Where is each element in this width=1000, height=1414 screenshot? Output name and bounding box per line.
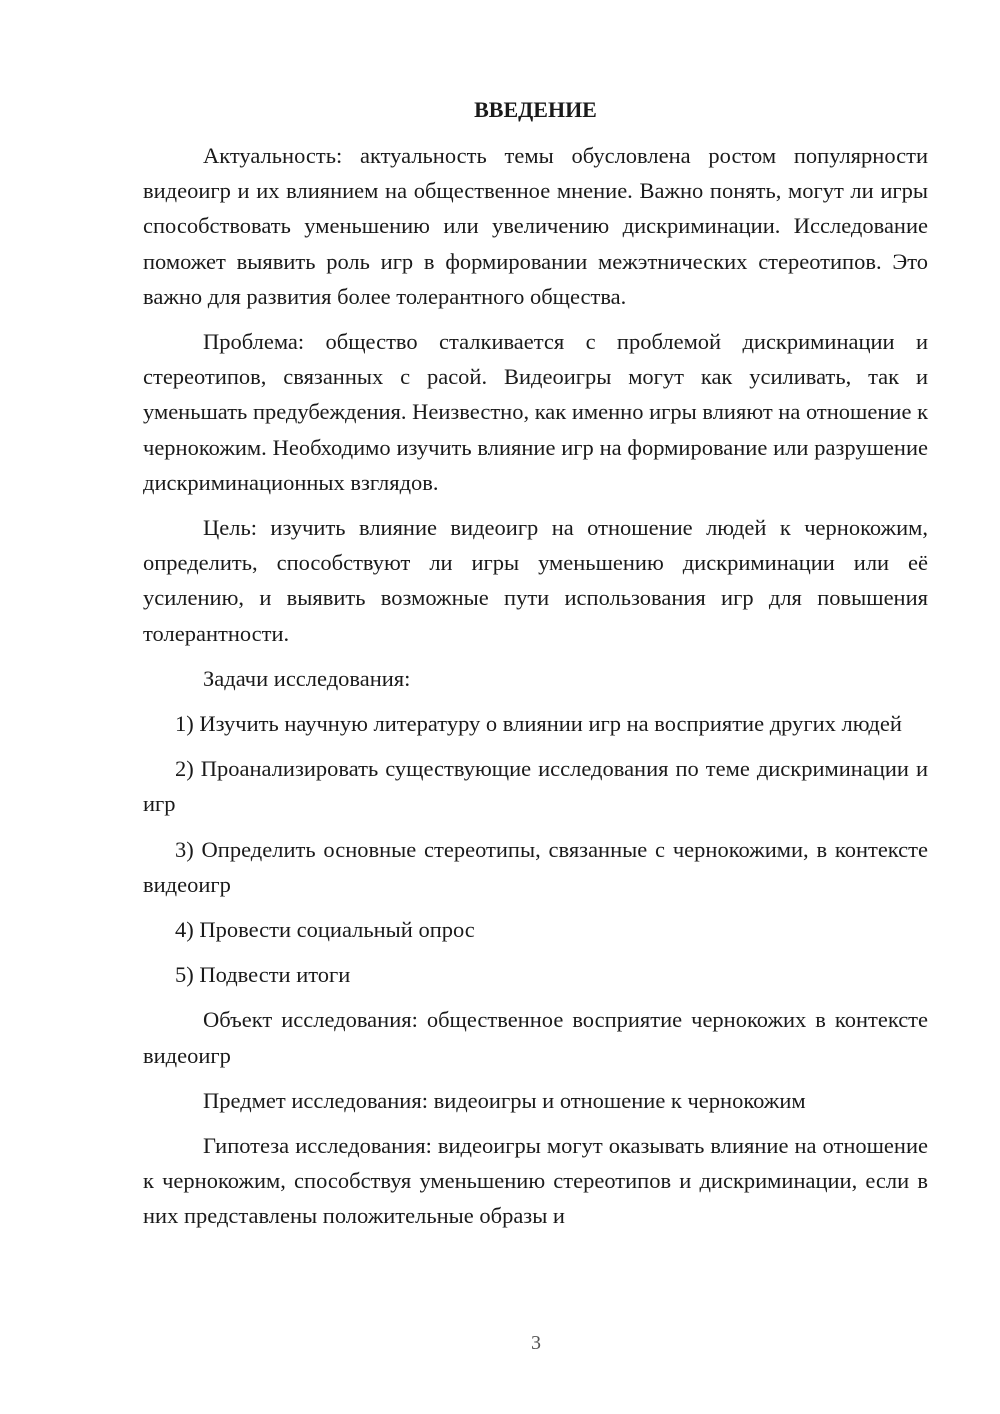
list-item: 4) Провести социальный опрос — [175, 917, 475, 943]
page-title: ВВЕДЕНИЕ — [474, 97, 597, 122]
object-paragraph: Объект исследования: общественное восприятие чернокожих в контексте видеоигр — [143, 1007, 928, 1068]
hypothesis-paragraph: Гипотеза исследования: видеоигры могут оказывать влияние на отношение к чернокожим, способствуя уменьшению стереотипов и дискриминации, если в них представлены положительные образы и — [143, 1133, 928, 1229]
problem-paragraph: Проблема: общество сталкивается с проблемой дискриминации и стереотипов, связанных с расой. Видеоигры могут как усиливать, так и уменьшать предубеждения. Неизвестно, как именно игры влияют на отношение к чернокожим. Необходимо изучить влияние игр на формирование или разрушение дискриминационных взглядов. — [143, 329, 928, 495]
tasks-title: Задачи исследования: — [203, 665, 411, 691]
relevance-paragraph: Актуальность: актуальность темы обусловлена ростом популярности видеоигр и их влиянием на общественное мнение. Важно понять, могут ли игры способствовать уменьшению или увеличению дискриминации. Исследование поможет выявить роль игр в формировании межэтнических стереотипов. Это важно для развития более толерантного общества. — [143, 143, 928, 309]
tasks-list — [143, 706, 928, 992]
subject-paragraph: Предмет исследования: видеоигры и отношение к чернокожим — [203, 1087, 806, 1113]
page-content — [143, 94, 928, 1244]
goal-paragraph: Цель: изучить влияние видеоигр на отношение людей к чернокожим, определить, способствуют ли игры уменьшению дискриминации или её усилению, и выявить возможные пути использования игр для повышения толерантности. — [143, 515, 928, 646]
list-item: 5) Подвести итоги — [175, 962, 351, 988]
list-item: 3) Определить основные стереотипы, связанные с чернокожими, в контексте видеоигр — [143, 836, 928, 897]
list-item: 2) Проанализировать существующие исследования по теме дискриминации и игр — [143, 756, 928, 817]
page-number: 3 — [531, 1332, 541, 1354]
list-item: 1) Изучить научную литературу о влиянии игр на восприятие других людей — [175, 711, 902, 737]
